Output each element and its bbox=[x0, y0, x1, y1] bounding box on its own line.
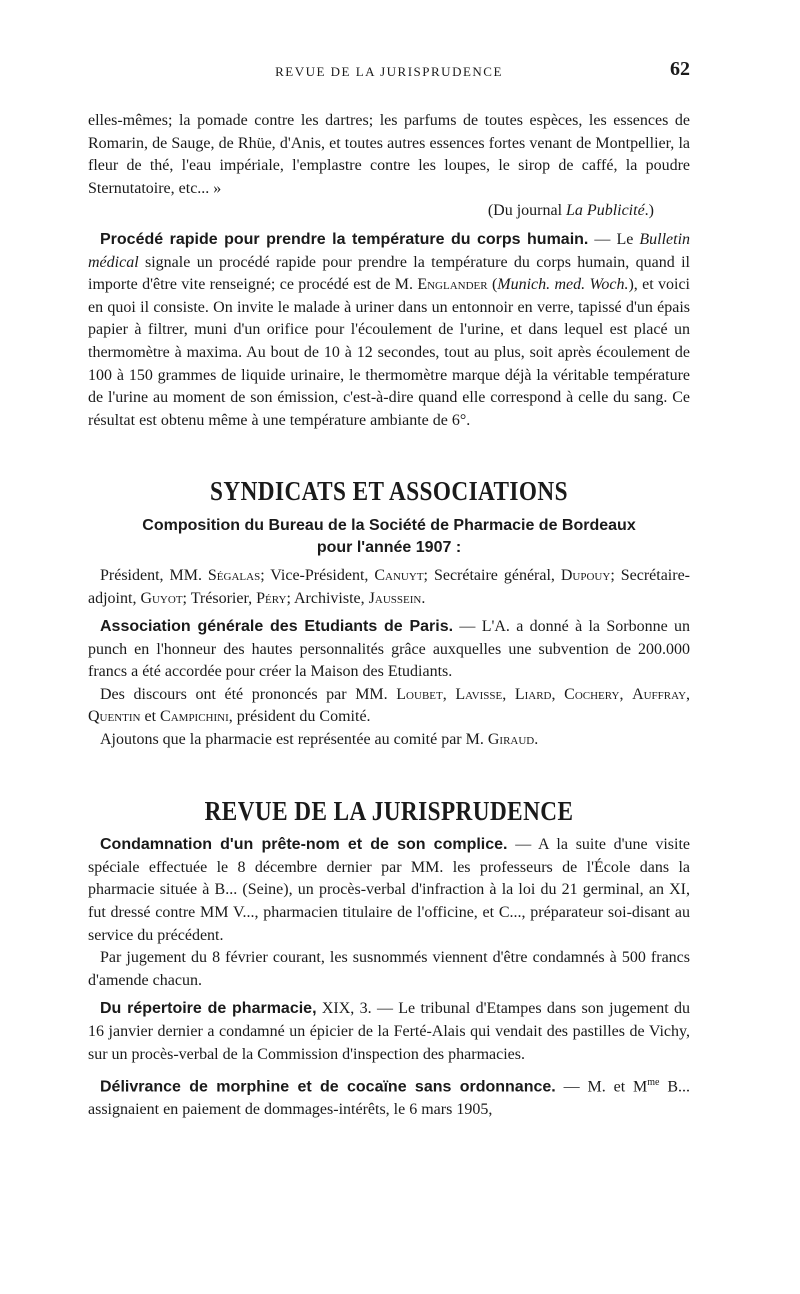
continuation-paragraph: elles-mêmes; la pomade contre les dartres; les parfums de toutes espèces, les essences de Romarin, de Sauge, de Rhüe, d'Anis, et toutes autres essences fortes venant de Montpellier, la fleur de thé, l'eau impériale, l'emplastre contre les loupes, le sirop de caffé, la poudre Sternutatoire, etc... » bbox=[88, 112, 690, 197]
running-header bbox=[88, 58, 690, 86]
jugement-paragraph: Par jugement du 8 février courant, les susnommés viennent d'être condamnés à 500 francs d'amende chacun. bbox=[88, 949, 690, 989]
condamnation-title: Condamnation d'un prête-nom et de son complice. bbox=[100, 836, 508, 854]
delivrance-title: Délivrance de morphine et de cocaïne sans ordonnance. bbox=[100, 1078, 556, 1096]
association-title: Association générale des Etudiants de Paris. bbox=[100, 618, 454, 636]
section-heading-jurisprudence: REVUE DE LA JURISPRUDENCE bbox=[204, 795, 574, 826]
repertoire-paragraph: Du répertoire de pharmacie, XIX, 3. — Le tribunal d'Etampes dans son jugement du 16 janvier dernier a condamné un épicier de la Ferté-Alais qui vendait des pastilles de Vichy, sur un procès-verbal de la Commission d'inspection des pharmacies. bbox=[88, 1000, 690, 1063]
repertoire-title: Du répertoire de pharmacie, bbox=[100, 1000, 317, 1018]
bureau-paragraph: Président, MM. Ségalas; Vice-Président, Canuyt; Secrétaire général, Dupouy; Secrétaire-adjoint, Guyot; Trésorier, Péry; Archiviste, Jaussein. bbox=[88, 566, 691, 607]
procede-title: Procédé rapide pour prendre la température du corps humain. bbox=[100, 230, 589, 248]
composition-heading: Composition du Bureau de la Société de Pharmacie de Bordeaux pour l'année 1907 : bbox=[142, 516, 636, 556]
delivrance-paragraph: Délivrance de morphine et de cocaïne sans ordonnance. — M. et $M^{me}$ B... assignaient en paiement de dommages-intérêts, le 6 mars 1905, bbox=[88, 1077, 691, 1119]
source-citation: (Du journal La Publicité.) bbox=[487, 202, 654, 220]
discours-paragraph: Des discours ont été prononcés par MM. Loubet, Lavisse, Liard, Cochery, Auffray, Quentin et Campichini, président du Comité. bbox=[88, 685, 691, 726]
page-body bbox=[88, 110, 690, 1122]
running-title: REVUE DE LA JURISPRUDENCE bbox=[275, 64, 503, 79]
condamnation-paragraph: Condamnation d'un prête-nom et de son complice. — A la suite d'une visite spéciale effectuée le 8 décembre dernier par MM. les professeurs de l'École dans la pharmacie située à B... (Seine), un procès-verbal d'infraction à la loi du 21 germinal, an XI, fut dressé contre MM V..., pharmacien titulaire de l'officine, et C..., préparateur soi-disant au service du précédent. bbox=[88, 836, 690, 944]
ajoutons-paragraph: Ajoutons que la pharmacie est représentée au comité par M. Giraud. bbox=[100, 731, 539, 749]
page-number: 62 bbox=[670, 58, 690, 80]
association-paragraph: Association générale des Etudiants de Paris. — L'A. a donné à la Sorbonne un punch en l'honneur des hautes personnalités grâce auxquelles une subvention de 200.000 francs a été accordée pour créer la Maison des Etudiants. bbox=[88, 618, 691, 681]
procede-paragraph: Procédé rapide pour prendre la température du corps humain. — Le Bulletin médical signale un procédé rapide pour prendre la température du corps humain, quand il importe d'être vite renseigné; ce procédé est de M. Englander (Munich. med. Woch.), et voici en quoi il consiste. On invite le malade à uriner dans un entonnoir en verre, tapissé d'un épais papier à filtrer, muni d'un orifice pour l'écoulement de l'urine, et dans lequel est placé un thermomètre à maxima. Au bout de 10 à 12 secondes, tout au plus, soit après écoulement de 100 à 150 grammes de liquide urinaire, le thermomètre marque déjà la véritable température de l'urine au moment de son émission, c'est-à-dire quand elle correspond à celle du sang. Ce résultat est obtenu même à une température ambiante de 6°. bbox=[88, 230, 691, 429]
section-heading-syndicats: SYNDICATS ET ASSOCIATIONS bbox=[210, 476, 568, 507]
